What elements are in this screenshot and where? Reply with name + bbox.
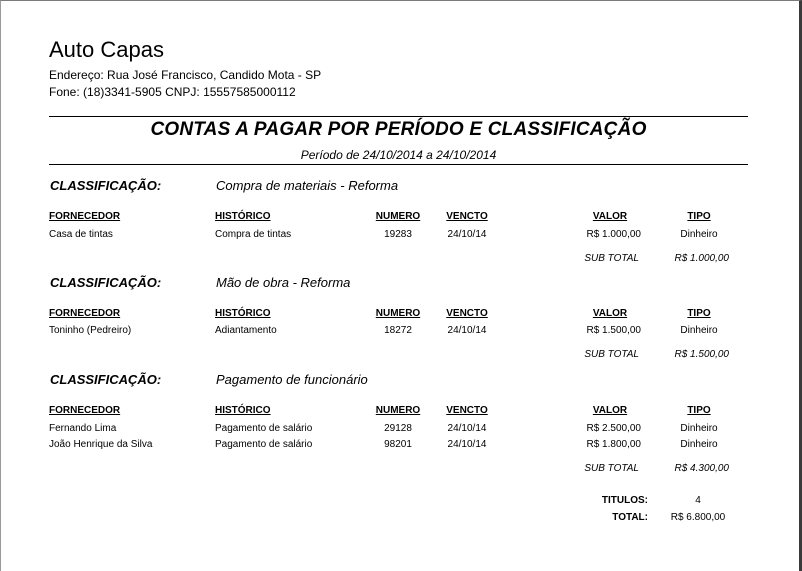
col-header-numero: NUMERO (375, 405, 421, 416)
cell-tipo: Dinheiro (680, 325, 718, 336)
company-phone: Fone: (18)3341-5905 CNPJ: 15557585000112 (49, 85, 296, 99)
classification-label: CLASSIFICAÇÃO: (50, 178, 162, 193)
sub-total-label: SUB TOTAL (584, 349, 639, 360)
cell-numero: 29128 (384, 423, 412, 434)
sub-total-value: R$ 1.500,00 (674, 349, 729, 360)
cell-tipo: Dinheiro (680, 439, 718, 450)
title-top-rule (49, 116, 748, 117)
cell-tipo: Dinheiro (680, 229, 718, 240)
report-title: CONTAS A PAGAR POR PERÍODO E CLASSIFICAÇÃO (150, 119, 647, 140)
col-header-vencto: VENCTO (446, 211, 488, 222)
cell-valor: R$ 1.000,00 (586, 229, 641, 240)
col-header-fornecedor: FORNECEDOR (49, 211, 121, 222)
cell-vencto: 24/10/14 (447, 423, 487, 434)
col-header-valor: VALOR (592, 405, 628, 416)
cell-fornecedor: Toninho (Pedreiro) (49, 325, 132, 336)
cell-vencto: 24/10/14 (447, 439, 487, 450)
total-label: TOTAL: (612, 512, 648, 523)
classification-label: CLASSIFICAÇÃO: (50, 372, 162, 387)
sub-total-value: R$ 4.300,00 (674, 463, 729, 474)
cell-historico: Compra de tintas (215, 229, 292, 240)
col-header-tipo: TIPO (687, 405, 711, 416)
classification-name: Mão de obra - Reforma (216, 275, 351, 290)
cell-vencto: 24/10/14 (447, 229, 487, 240)
col-header-fornecedor: FORNECEDOR (49, 405, 121, 416)
cell-numero: 18272 (384, 325, 412, 336)
cell-fornecedor: João Henrique da Silva (49, 439, 153, 450)
classification-name: Compra de materiais - Reforma (216, 178, 399, 193)
classification-name: Pagamento de funcionário (216, 372, 368, 387)
col-header-historico: HISTÓRICO (215, 405, 271, 416)
cell-fornecedor: Casa de tintas (49, 229, 113, 240)
cell-valor: R$ 2.500,00 (586, 423, 641, 434)
cell-valor: R$ 1.800,00 (586, 439, 641, 450)
cell-numero: 98201 (384, 439, 412, 450)
company-address: Endereço: Rua José Francisco, Candido Mota - SP (49, 68, 322, 82)
company-name: Auto Capas (49, 37, 164, 62)
cell-tipo: Dinheiro (680, 423, 718, 434)
col-header-numero: NUMERO (375, 308, 421, 319)
col-header-historico: HISTÓRICO (215, 308, 271, 319)
titulos-value: 4 (695, 495, 701, 506)
col-header-vencto: VENCTO (446, 308, 488, 319)
col-header-tipo: TIPO (687, 308, 711, 319)
title-bottom-rule (49, 164, 748, 165)
col-header-fornecedor: FORNECEDOR (49, 308, 121, 319)
col-header-valor: VALOR (592, 211, 628, 222)
total-value: R$ 6.800,00 (670, 512, 726, 523)
report-period: Período de 24/10/2014 a 24/10/2014 (300, 148, 497, 162)
col-header-historico: HISTÓRICO (215, 211, 271, 222)
col-header-valor: VALOR (592, 308, 628, 319)
cell-fornecedor: Fernando Lima (49, 423, 117, 434)
titulos-label: TITULOS: (601, 495, 648, 506)
cell-historico: Pagamento de salário (215, 423, 313, 434)
col-header-tipo: TIPO (687, 211, 711, 222)
cell-valor: R$ 1.500,00 (586, 325, 641, 336)
cell-historico: Pagamento de salário (215, 439, 313, 450)
col-header-numero: NUMERO (375, 211, 421, 222)
sub-total-label: SUB TOTAL (584, 253, 639, 264)
sub-total-label: SUB TOTAL (584, 463, 639, 474)
col-header-vencto: VENCTO (446, 405, 488, 416)
sub-total-value: R$ 1.000,00 (674, 253, 729, 264)
cell-numero: 19283 (384, 229, 412, 240)
classification-label: CLASSIFICAÇÃO: (50, 275, 162, 290)
cell-historico: Adiantamento (215, 325, 277, 336)
cell-vencto: 24/10/14 (447, 325, 487, 336)
